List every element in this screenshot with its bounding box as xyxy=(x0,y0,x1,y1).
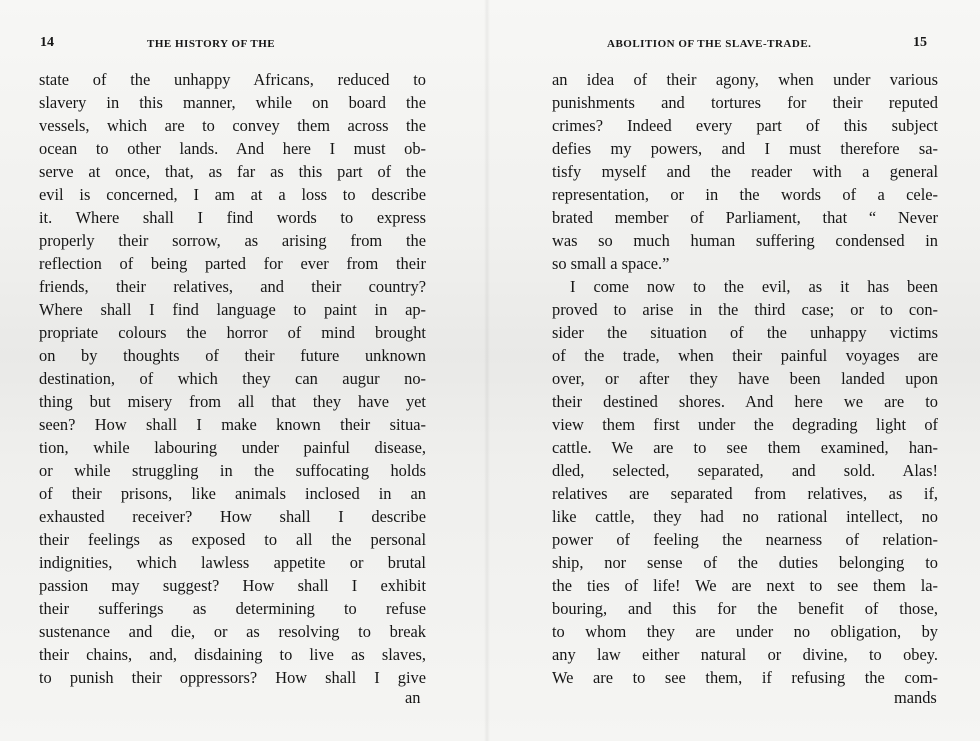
text-line: crimes? Indeed every part of this subject xyxy=(552,116,938,135)
running-head xyxy=(0,37,490,53)
text-line: friends, their relatives, and their country? xyxy=(39,277,426,296)
text-line: ship, nor sense of the duties belonging to xyxy=(552,553,938,572)
text-line: sider the situation of the unhappy victims xyxy=(552,323,938,342)
text-line: dled, selected, separated, and sold. Alas! xyxy=(552,461,938,480)
text-line: so small a space.” xyxy=(552,254,670,273)
text-line: serve at once, that, as far as this part of the xyxy=(39,162,426,181)
text-line: evil is concerned, I am at a loss to describe xyxy=(39,185,426,204)
text-line: the ties of life! We are next to see them la- xyxy=(552,576,938,595)
text-line: cattle. We are to see them examined, han- xyxy=(552,438,938,457)
text-line: bouring, and this for the benefit of those, xyxy=(552,599,938,618)
text-line: to punish their oppressors? How shall I give xyxy=(39,668,426,687)
catchword: mands xyxy=(894,688,937,707)
text-line: destination, of which they can augur no- xyxy=(39,369,426,388)
text-line: power of feeling the nearness of relation- xyxy=(552,530,938,549)
text-line: it. Where shall I find words to express xyxy=(39,208,426,227)
text-line: tion, while labouring under painful disease, xyxy=(39,438,426,457)
text-line: punishments and tortures for their reputed xyxy=(552,93,938,112)
text-line: seen? How shall I make known their situa- xyxy=(39,415,426,434)
text-line: their destined shores. And here we are to xyxy=(552,392,938,411)
body-text xyxy=(39,68,426,689)
text-line: representation, or in the words of a cele- xyxy=(552,185,938,204)
text-line: an idea of their agony, when under various xyxy=(552,70,938,89)
text-line: relatives are separated from relatives, as if, xyxy=(552,484,938,503)
text-line: was so much human suffering condensed in xyxy=(552,231,938,250)
text-line: brated member of Parliament, that “ Never xyxy=(552,208,938,227)
text-line: of the trade, when their painful voyages are xyxy=(552,346,938,365)
text-line: properly their sorrow, as arising from the xyxy=(39,231,426,250)
text-line: sustenance and die, or as resolving to break xyxy=(39,622,426,641)
text-line: Where shall I find language to paint in ap- xyxy=(39,300,426,319)
text-line: tisfy myself and the reader with a general xyxy=(552,162,938,181)
text-line: exhausted receiver? How shall I describe xyxy=(39,507,426,526)
text-line: of their prisons, like animals inclosed in an xyxy=(39,484,426,503)
text-line: We are to see them, if refusing the com- xyxy=(552,668,938,687)
text-line: indignities, which lawless appetite or brutal xyxy=(39,553,426,572)
running-head xyxy=(490,37,980,53)
text-line: their feelings as exposed to all the personal xyxy=(39,530,426,549)
running-head-title: THE HISTORY OF THE xyxy=(147,38,276,50)
page-number: 14 xyxy=(40,35,54,50)
text-line: defies my powers, and I must therefore sa- xyxy=(552,139,938,158)
catchword: an xyxy=(405,688,421,707)
page-number: 15 xyxy=(913,35,927,50)
text-line: state of the unhappy Africans, reduced to xyxy=(39,70,426,89)
text-line: on by thoughts of their future unknown xyxy=(39,346,426,365)
text-line: like cattle, they had no rational intellect, no xyxy=(552,507,938,526)
text-line: their chains, and, disdaining to live as slaves, xyxy=(39,645,426,664)
text-line: to whom they are under no obligation, by xyxy=(552,622,938,641)
text-line: reflection of being parted for ever from their xyxy=(39,254,426,273)
text-line: passion may suggest? How shall I exhibit xyxy=(39,576,426,595)
text-line: view them first under the degrading light of xyxy=(552,415,938,434)
text-line: vessels, which are to convey them across the xyxy=(39,116,426,135)
text-line: I come now to the evil, as it has been xyxy=(570,277,938,296)
text-line: over, or after they have been landed upon xyxy=(552,369,938,388)
text-line: any law either natural or divine, to obey. xyxy=(552,645,938,664)
running-head-title: ABOLITION OF THE SLAVE-TRADE. xyxy=(607,38,812,50)
text-line: slavery in this manner, while on board the xyxy=(39,93,426,112)
text-line: propriate colours the horror of mind brought xyxy=(39,323,426,342)
body-text xyxy=(552,68,938,689)
right-page xyxy=(490,0,980,741)
text-line: proved to arise in the third case; or to con- xyxy=(552,300,938,319)
text-line: their sufferings as determining to refuse xyxy=(39,599,426,618)
text-line: ocean to other lands. And here I must ob- xyxy=(39,139,426,158)
text-line: or while struggling in the suffocating holds xyxy=(39,461,426,480)
text-line: thing but misery from all that they have yet xyxy=(39,392,426,411)
